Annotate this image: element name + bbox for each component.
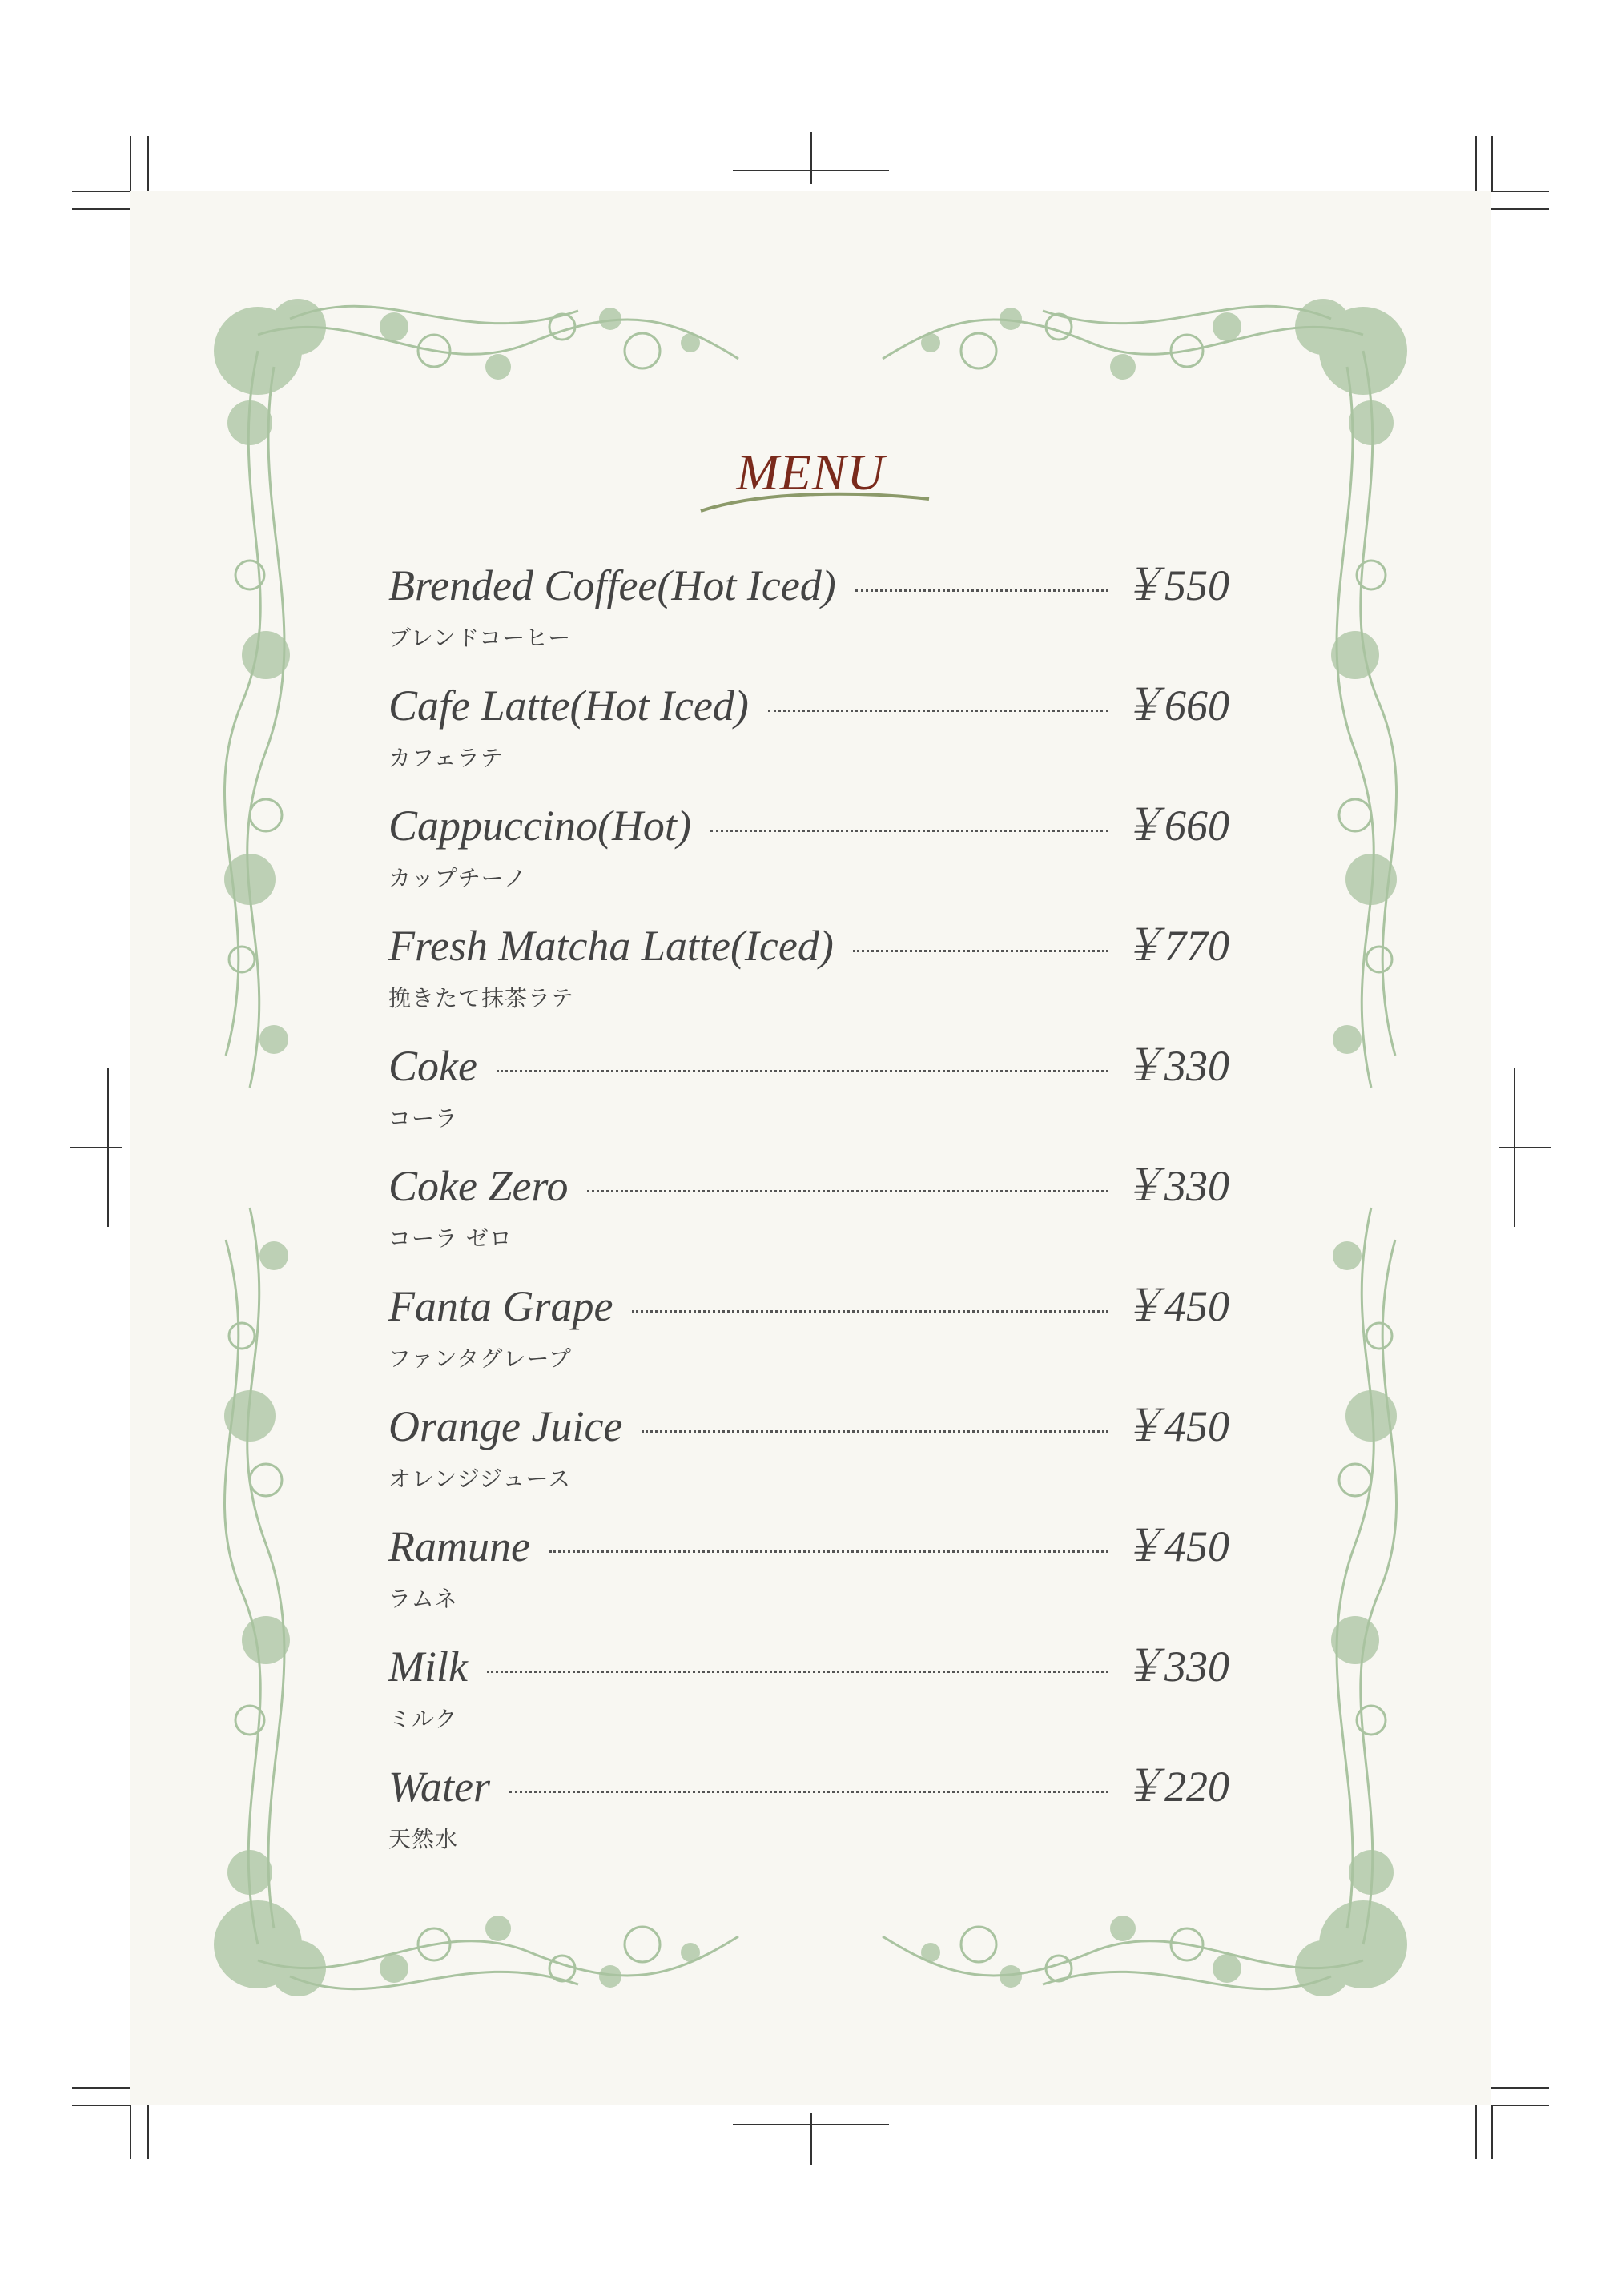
crop-mark <box>733 170 889 171</box>
item-price: ￥770 <box>1121 922 1229 970</box>
item-price: ￥550 <box>1121 561 1229 609</box>
item-name: Coke <box>388 1042 477 1090</box>
item-name: Ramune <box>388 1522 530 1570</box>
crop-mark <box>72 191 130 192</box>
crop-mark <box>72 2087 130 2089</box>
item-price: ￥450 <box>1121 1402 1229 1450</box>
crop-mark <box>130 136 131 191</box>
crop-mark <box>147 2105 149 2159</box>
menu-item <box>388 555 1229 675</box>
crop-mark <box>810 2113 812 2165</box>
crop-mark <box>1491 2087 1549 2089</box>
crop-mark <box>130 2105 131 2159</box>
title-swash <box>697 483 937 515</box>
menu-item <box>388 1276 1229 1396</box>
menu-item <box>388 915 1229 1035</box>
dotted-leader <box>853 950 1108 952</box>
item-name: Fresh Matcha Latte(Iced) <box>388 922 834 970</box>
item-price: ￥660 <box>1121 682 1229 730</box>
item-name: Cappuccino(Hot) <box>388 802 691 850</box>
dotted-leader <box>632 1310 1108 1313</box>
crop-mark <box>72 208 130 210</box>
item-name-jp: コーラ ゼロ <box>388 1225 513 1252</box>
crop-mark <box>1475 136 1477 191</box>
item-price: ￥330 <box>1121 1042 1229 1090</box>
crop-mark <box>810 132 812 184</box>
menu-title: MENU <box>736 444 885 501</box>
item-name-jp: 天然水 <box>388 1826 459 1852</box>
crop-mark <box>1491 2105 1549 2106</box>
crop-mark <box>72 2105 130 2106</box>
item-name-jp: オレンジジュース <box>388 1466 571 1492</box>
dotted-leader <box>487 1671 1108 1673</box>
item-name: Brended Coffee(Hot Iced) <box>388 561 836 609</box>
item-name-jp: カフェラテ <box>388 745 504 771</box>
menu-item <box>388 795 1229 915</box>
dotted-leader <box>710 830 1108 832</box>
item-name-jp: ラムネ <box>388 1586 458 1612</box>
item-price: ￥330 <box>1121 1162 1229 1210</box>
item-name-jp: カップチーノ <box>388 865 528 891</box>
item-name: Water <box>388 1763 491 1811</box>
dotted-leader <box>855 589 1108 592</box>
item-name: Coke Zero <box>388 1162 569 1210</box>
menu-item <box>388 1516 1229 1636</box>
item-name: Cafe Latte(Hot Iced) <box>388 682 749 730</box>
item-name-jp: 挽きたて抹茶ラテ <box>388 985 575 1011</box>
dotted-leader <box>509 1791 1108 1793</box>
crop-mark <box>1491 136 1493 191</box>
item-name-jp: ブレンドコーヒー <box>388 625 571 651</box>
dotted-leader <box>549 1550 1108 1553</box>
crop-mark <box>733 2124 889 2125</box>
item-name: Orange Juice <box>388 1402 623 1450</box>
dotted-leader <box>768 710 1108 712</box>
menu-item <box>388 1396 1229 1516</box>
item-name-jp: ミルク <box>388 1706 458 1732</box>
item-price: ￥450 <box>1121 1522 1229 1570</box>
item-name: Milk <box>388 1643 468 1691</box>
crop-mark <box>70 1147 122 1148</box>
item-price: ￥450 <box>1121 1282 1229 1330</box>
crop-mark <box>1475 2105 1477 2159</box>
dotted-leader <box>587 1190 1108 1192</box>
menu-item <box>388 1035 1229 1156</box>
item-price: ￥660 <box>1121 802 1229 850</box>
menu-list <box>388 555 1229 1876</box>
dotted-leader <box>642 1430 1108 1433</box>
menu-item <box>388 675 1229 795</box>
menu-item <box>388 1156 1229 1276</box>
crop-mark <box>1491 191 1549 192</box>
dotted-leader <box>497 1070 1108 1072</box>
item-name: Fanta Grape <box>388 1282 613 1330</box>
item-price: ￥220 <box>1121 1763 1229 1811</box>
crop-mark <box>147 136 149 191</box>
menu-sheet <box>130 191 1491 2105</box>
crop-mark <box>1491 2105 1493 2159</box>
crop-mark <box>1491 208 1549 210</box>
item-price: ￥330 <box>1121 1643 1229 1691</box>
item-name-jp: ファンタグレープ <box>388 1345 572 1372</box>
crop-mark <box>1499 1147 1551 1148</box>
menu-item <box>388 1756 1229 1876</box>
item-name-jp: コーラ <box>388 1105 459 1132</box>
menu-item <box>388 1636 1229 1756</box>
